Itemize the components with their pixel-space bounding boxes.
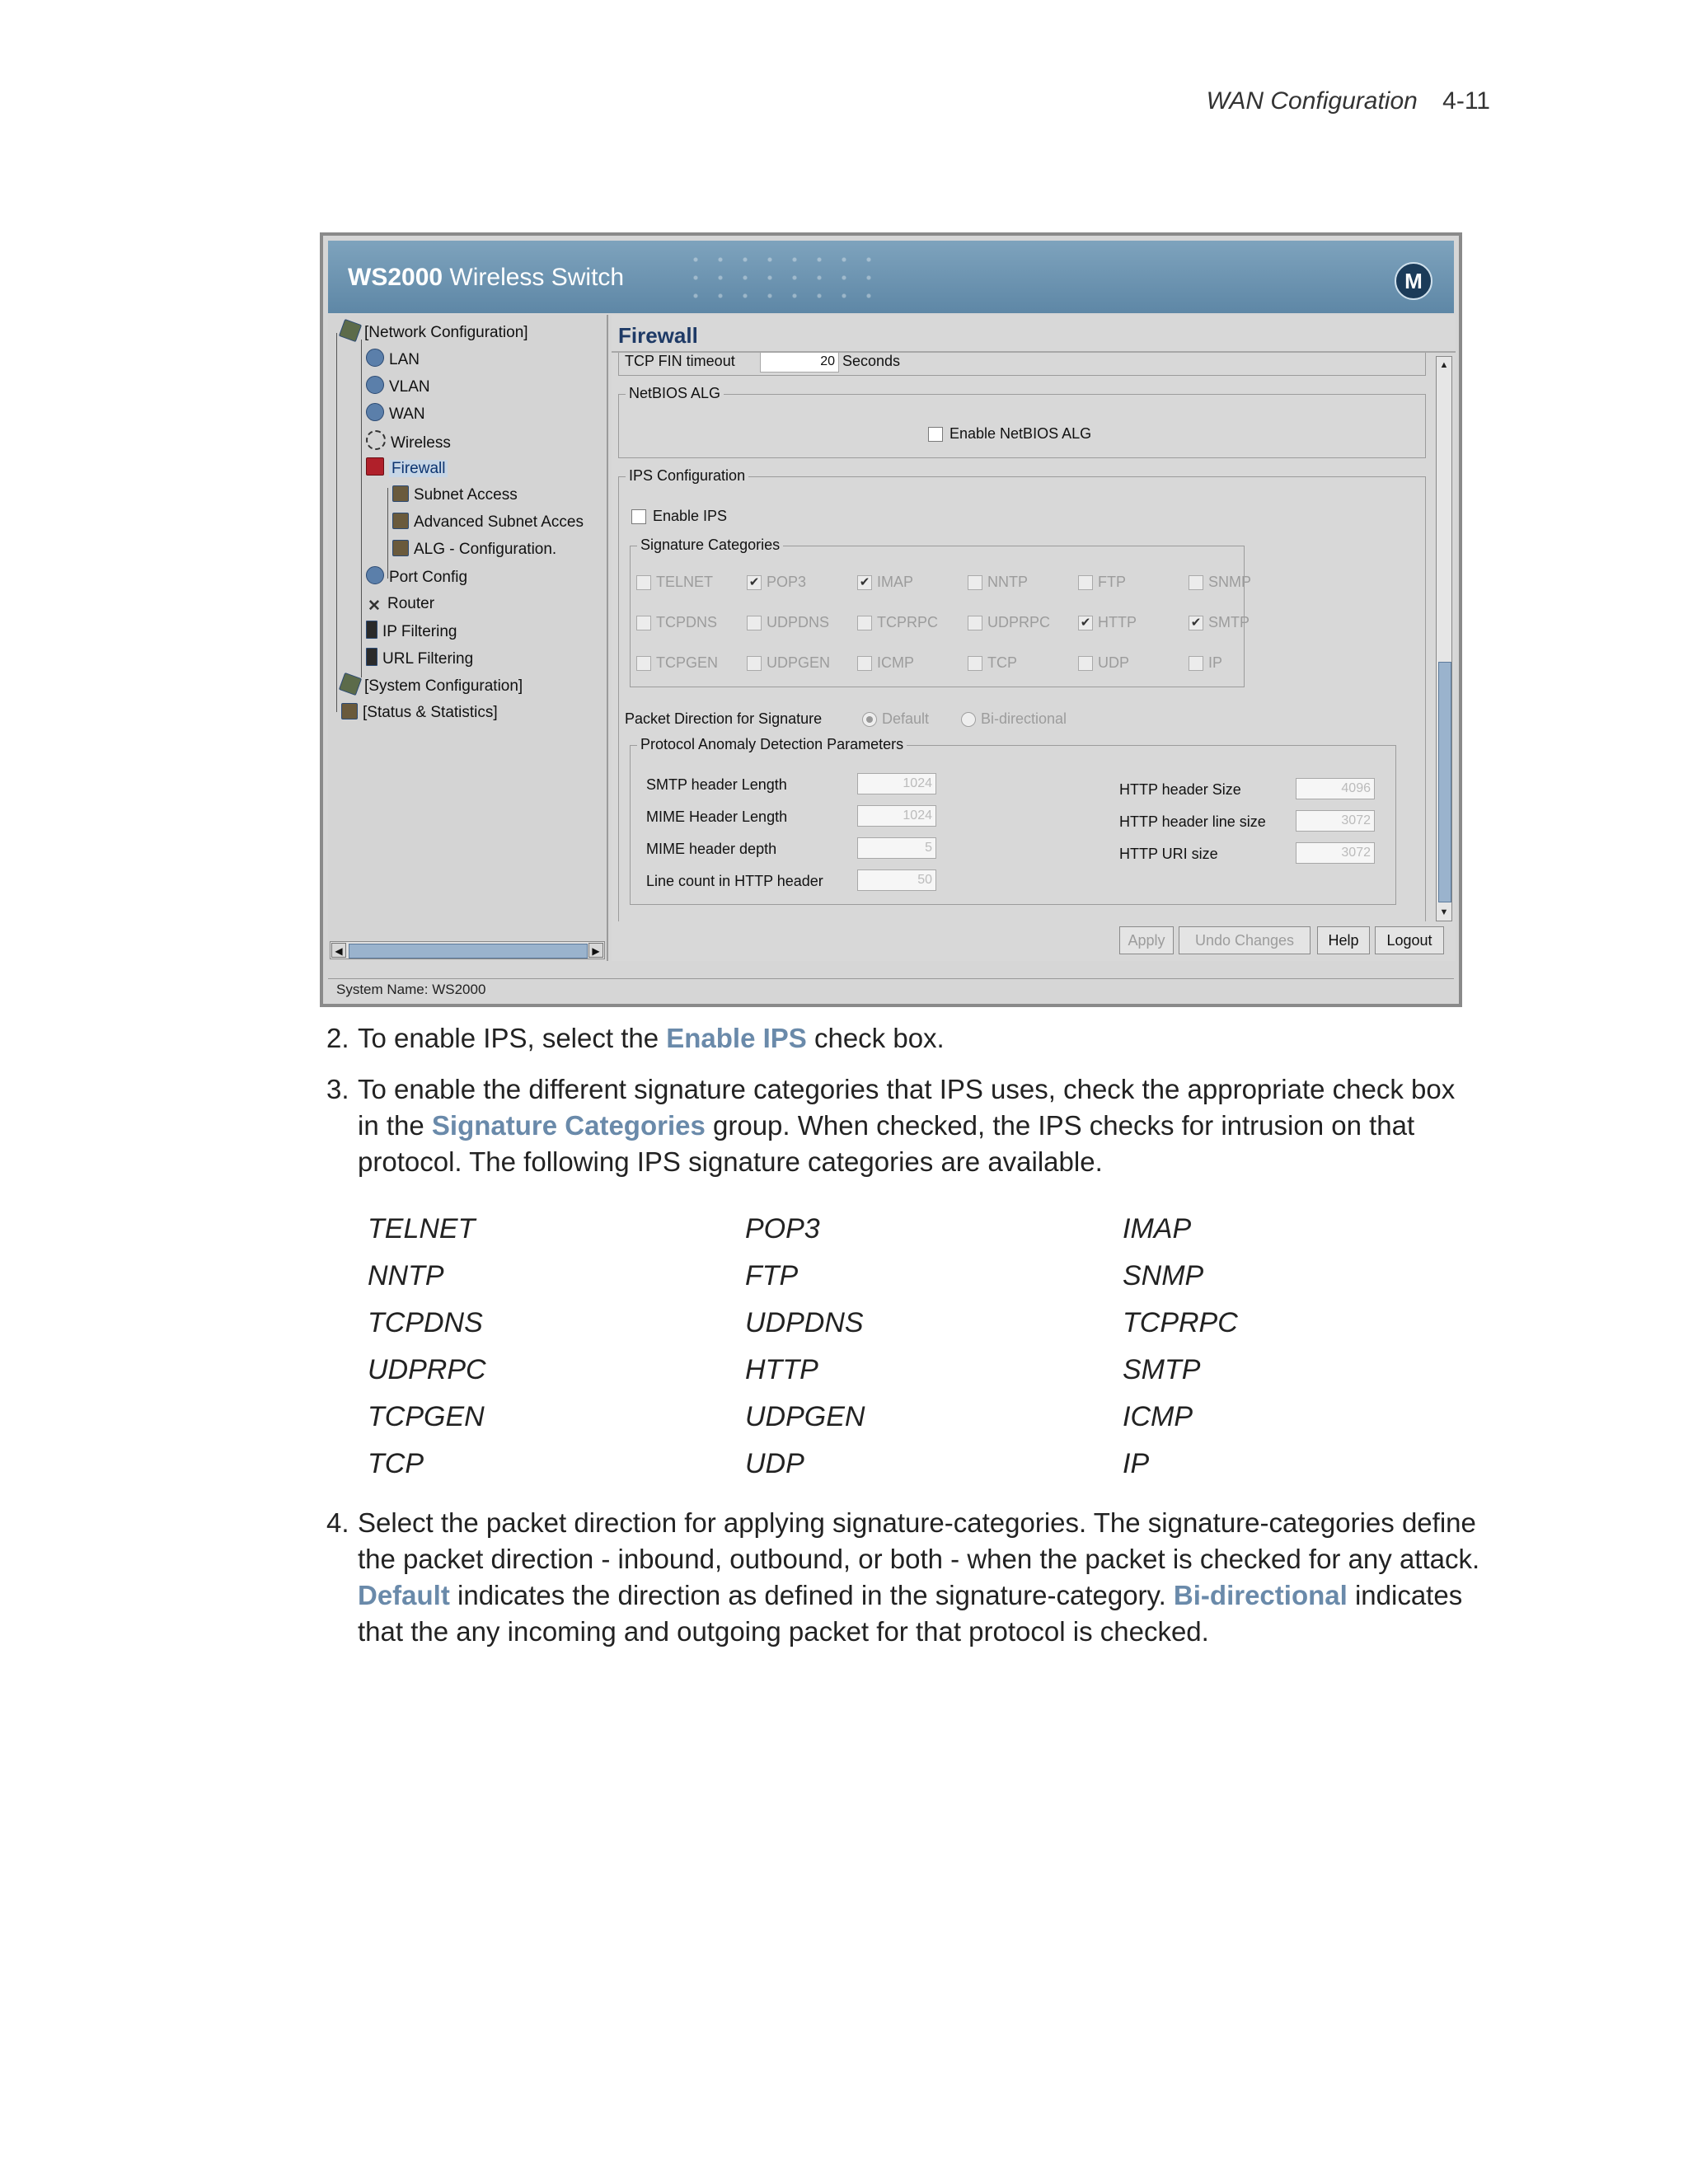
signature-checkbox[interactable] — [857, 656, 872, 671]
nav-label: WAN — [389, 405, 425, 423]
nav-item-advanced-subnet[interactable] — [392, 512, 584, 533]
firewall-icon — [366, 457, 384, 476]
nav-label: VLAN — [389, 378, 430, 396]
text-run: indicates that the any incoming and outgoing packet for that protocol is checked. — [358, 1580, 1463, 1647]
enable-netbios-checkbox[interactable] — [928, 427, 943, 442]
text-run: To enable IPS, select the — [358, 1023, 667, 1053]
config-icon — [339, 319, 362, 342]
http-header-size-input[interactable]: 4096 — [1296, 778, 1375, 799]
page-number: 4-11 — [1442, 87, 1490, 115]
nav-item-network-config[interactable] — [341, 321, 528, 343]
table-cell: IP — [1123, 1448, 1150, 1479]
page-header — [1207, 87, 1490, 115]
mime-header-length-input[interactable]: 1024 — [857, 805, 936, 827]
undo-changes-button[interactable]: Undo Changes — [1179, 926, 1311, 954]
logout-button[interactable]: Logout — [1375, 926, 1444, 954]
table-cell: TCP — [368, 1448, 424, 1479]
table-cell: TCPGEN — [368, 1401, 485, 1432]
router-icon: ✕ — [368, 598, 381, 615]
title-bar — [328, 241, 1454, 313]
nav-label: LAN — [389, 351, 420, 368]
signature-label: SMTP — [1208, 614, 1250, 630]
brand-rest: Wireless Switch — [443, 264, 625, 291]
signature-label: SNMP — [1208, 574, 1252, 590]
table-cell: NNTP — [368, 1260, 444, 1291]
nav-item-router[interactable] — [366, 593, 434, 615]
signature-checkbox[interactable]: ✔ — [1189, 616, 1203, 630]
table-cell: SMTP — [1123, 1354, 1201, 1385]
table-cell: ICMP — [1123, 1401, 1193, 1432]
direction-default-radio[interactable] — [862, 712, 877, 727]
signature-checkbox[interactable] — [636, 575, 651, 590]
nav-item-port-config[interactable] — [366, 566, 467, 588]
signature-label: HTTP — [1098, 614, 1137, 630]
table-row — [368, 1448, 1439, 1495]
smtp-header-length-label: SMTP header Length — [646, 776, 787, 793]
brand-bold: WS2000 — [348, 264, 443, 291]
nav-label: Subnet Access — [414, 486, 518, 504]
ui-term: Enable IPS — [666, 1023, 807, 1053]
table-cell: IMAP — [1123, 1213, 1192, 1244]
nav-item-url-filtering[interactable] — [366, 648, 473, 669]
nav-label: Firewall — [389, 460, 448, 477]
nav-label: [Status & Statistics] — [363, 704, 498, 721]
tree-connector — [361, 340, 362, 677]
apply-button[interactable]: Apply — [1119, 926, 1174, 954]
tree-connector — [336, 333, 337, 712]
panel-title: Firewall — [618, 323, 698, 348]
nav-label: Wireless — [391, 434, 451, 452]
tcp-fin-label: TCP FIN timeout — [625, 353, 735, 369]
signature-label: UDPGEN — [767, 654, 831, 671]
signature-checkbox[interactable] — [747, 616, 762, 630]
step-3 — [326, 1071, 1464, 1180]
wireless-icon — [366, 430, 386, 450]
nav-item-wireless[interactable] — [366, 430, 451, 452]
line-count-label: Line count in HTTP header — [646, 873, 823, 889]
nav-horizontal-scrollbar[interactable] — [330, 941, 605, 959]
nav-item-vlan[interactable] — [366, 376, 430, 397]
packet-direction-label: Packet Direction for Signature — [625, 710, 823, 727]
line-count-input[interactable]: 50 — [857, 869, 936, 891]
table-cell: FTP — [745, 1260, 799, 1291]
table-cell: TELNET — [368, 1213, 476, 1244]
table-row — [368, 1260, 1439, 1307]
signature-checkbox[interactable] — [1189, 575, 1203, 590]
mime-header-depth-input[interactable]: 5 — [857, 837, 936, 859]
text-run: To enable the different signature categories that IPS uses, check the appropriate check box in the — [358, 1074, 1456, 1141]
tcp-fin-unit: Seconds — [842, 353, 901, 369]
globe-icon — [366, 349, 384, 367]
status-icon — [341, 703, 358, 719]
signature-checkbox[interactable] — [1078, 656, 1093, 671]
enable-netbios-label: Enable NetBIOS ALG — [950, 425, 1092, 442]
direction-bidirectional-label: Bi-directional — [981, 710, 1067, 727]
globe-icon — [366, 403, 384, 421]
group-title: Signature Categories — [637, 537, 783, 554]
signature-checkbox[interactable] — [1189, 656, 1203, 671]
globe-icon — [366, 376, 384, 394]
table-cell: POP3 — [745, 1213, 820, 1244]
mime-header-depth-label: MIME header depth — [646, 841, 777, 857]
nav-tree — [328, 315, 608, 961]
nav-item-subnet-access[interactable] — [392, 485, 518, 506]
nav-item-alg-config[interactable] — [392, 539, 556, 560]
scroll-down-icon[interactable]: ▼ — [1439, 907, 1449, 917]
config-icon — [339, 673, 362, 696]
signature-checkbox[interactable] — [968, 575, 982, 590]
step-text — [358, 1071, 1464, 1180]
signature-label: FTP — [1098, 574, 1126, 590]
signature-label: ICMP — [877, 654, 914, 671]
step-number: 4. — [326, 1507, 349, 1538]
smtp-header-length-input[interactable]: 1024 — [857, 773, 936, 794]
signature-checkbox[interactable]: ✔ — [1078, 616, 1093, 630]
banner-decoration — [691, 251, 889, 303]
subnet-icon — [392, 485, 409, 502]
nav-label: IP Filtering — [382, 623, 457, 640]
direction-default-label: Default — [882, 710, 930, 727]
help-button[interactable]: Help — [1317, 926, 1370, 954]
nav-item-firewall[interactable] — [366, 457, 448, 479]
table-cell: UDPDNS — [745, 1307, 864, 1338]
filter-icon — [366, 648, 377, 666]
nav-item-system-config[interactable] — [341, 675, 523, 696]
step-number: 3. — [326, 1074, 349, 1104]
direction-bidirectional-radio[interactable] — [961, 712, 976, 727]
signature-checkbox[interactable] — [1078, 575, 1093, 590]
scroll-up-icon[interactable]: ▲ — [1439, 360, 1449, 370]
group-title: Protocol Anomaly Detection Parameters — [637, 736, 907, 753]
step-4 — [326, 1505, 1497, 1650]
nav-label: [System Configuration] — [364, 677, 523, 695]
signature-label: TCP — [987, 654, 1017, 671]
panel-vertical-scrollbar[interactable] — [1436, 356, 1452, 921]
tcp-fin-row — [618, 353, 1426, 376]
motorola-logo-icon: M — [1395, 262, 1432, 300]
nav-item-wan[interactable] — [366, 403, 425, 424]
step-number: 2. — [326, 1023, 349, 1053]
group-title: IPS Configuration — [626, 467, 748, 485]
signature-label: UDPDNS — [767, 614, 830, 630]
nav-label: URL Filtering — [382, 650, 474, 668]
text-run: indicates the direction as defined in the signature-category. — [449, 1580, 1174, 1610]
firewall-panel — [612, 315, 1456, 961]
text-run: group. When checked, the IPS checks for intrusion on that protocol. The following IPS signature categories are available. — [358, 1110, 1415, 1177]
signature-label: NNTP — [987, 574, 1028, 590]
signature-label: UDPRPC — [987, 614, 1051, 630]
signature-checkbox[interactable]: ✔ — [747, 575, 762, 590]
ui-term: Default — [358, 1580, 450, 1610]
globe-icon — [366, 566, 384, 584]
http-header-line-size-label: HTTP header line size — [1119, 813, 1266, 830]
scroll-right-icon[interactable]: ▶ — [588, 943, 603, 958]
nav-label: Port Config — [389, 569, 468, 586]
ui-term: Bi-directional — [1173, 1580, 1348, 1610]
subnet-icon — [392, 513, 409, 529]
ws2000-window — [320, 232, 1462, 1007]
signature-checkbox[interactable] — [857, 616, 872, 630]
signature-checkbox[interactable] — [636, 616, 651, 630]
signature-checkbox[interactable] — [968, 656, 982, 671]
nav-item-ip-filtering[interactable] — [366, 621, 457, 642]
scrollbar-thumb[interactable] — [1438, 662, 1451, 902]
table-cell: UDP — [745, 1448, 804, 1479]
table-cell: UDPRPC — [368, 1354, 486, 1385]
table-cell: UDPGEN — [745, 1401, 865, 1432]
signature-label: TCPDNS — [656, 614, 718, 630]
http-uri-size-label: HTTP URI size — [1119, 846, 1218, 862]
signature-label: TELNET — [656, 574, 714, 590]
table-cell: SNMP — [1123, 1260, 1204, 1291]
filter-icon — [366, 621, 377, 639]
text-run: check box. — [806, 1023, 945, 1053]
http-header-line-size-input[interactable]: 3072 — [1296, 810, 1375, 832]
http-uri-size-input[interactable]: 3072 — [1296, 842, 1375, 864]
scrollbar-thumb[interactable] — [349, 944, 588, 958]
nav-item-lan[interactable] — [366, 349, 420, 370]
signature-checkbox[interactable] — [968, 616, 982, 630]
table-cell: TCPRPC — [1123, 1307, 1238, 1338]
signature-checkbox[interactable] — [636, 656, 651, 671]
signature-label: TCPRPC — [877, 614, 939, 630]
signature-checkbox[interactable]: ✔ — [857, 575, 872, 590]
nav-label: Router — [387, 595, 435, 612]
signature-label: IMAP — [877, 574, 914, 590]
step-text — [358, 1505, 1497, 1650]
signature-label: IP — [1208, 654, 1223, 671]
table-cell: TCPDNS — [368, 1307, 483, 1338]
scroll-left-icon[interactable]: ◀ — [331, 943, 346, 958]
group-title: NetBIOS ALG — [626, 385, 724, 402]
table-row — [368, 1307, 1439, 1354]
signature-label: UDP — [1098, 654, 1130, 671]
table-row — [368, 1354, 1439, 1401]
step-text — [358, 1020, 1497, 1057]
status-bar: System Name: WS2000 — [328, 978, 1454, 1001]
tree-connector — [387, 488, 388, 579]
app-brand — [348, 264, 624, 292]
nav-label: [Network Configuration] — [364, 324, 528, 341]
nav-label: ALG - Configuration. — [414, 541, 557, 558]
step-2 — [326, 1020, 1497, 1057]
subnet-icon — [392, 540, 409, 556]
signature-checkbox[interactable] — [747, 656, 762, 671]
text-run: Select the packet direction for applying signature-categories. The signature-categories define the packet direction - inbound, outbound, or both - when the packet is checked for any attack. — [358, 1507, 1480, 1574]
ui-term: Signature Categories — [431, 1110, 706, 1141]
table-cell: HTTP — [745, 1354, 818, 1385]
section-title: WAN Configuration — [1206, 87, 1418, 115]
table-row — [368, 1401, 1439, 1448]
signature-category-table — [368, 1213, 1439, 1495]
table-row — [368, 1213, 1439, 1260]
signature-label: POP3 — [767, 574, 807, 590]
nav-label: Advanced Subnet Acces — [414, 513, 584, 531]
nav-item-status-stats[interactable] — [341, 702, 498, 724]
tcp-fin-input[interactable]: 20 — [760, 353, 839, 373]
mime-header-length-label: MIME Header Length — [646, 808, 788, 825]
enable-ips-checkbox[interactable] — [631, 509, 646, 524]
signature-label: TCPGEN — [656, 654, 719, 671]
http-header-size-label: HTTP header Size — [1119, 781, 1241, 798]
enable-ips-label: Enable IPS — [653, 508, 728, 524]
panel-scroll-area — [612, 353, 1436, 921]
